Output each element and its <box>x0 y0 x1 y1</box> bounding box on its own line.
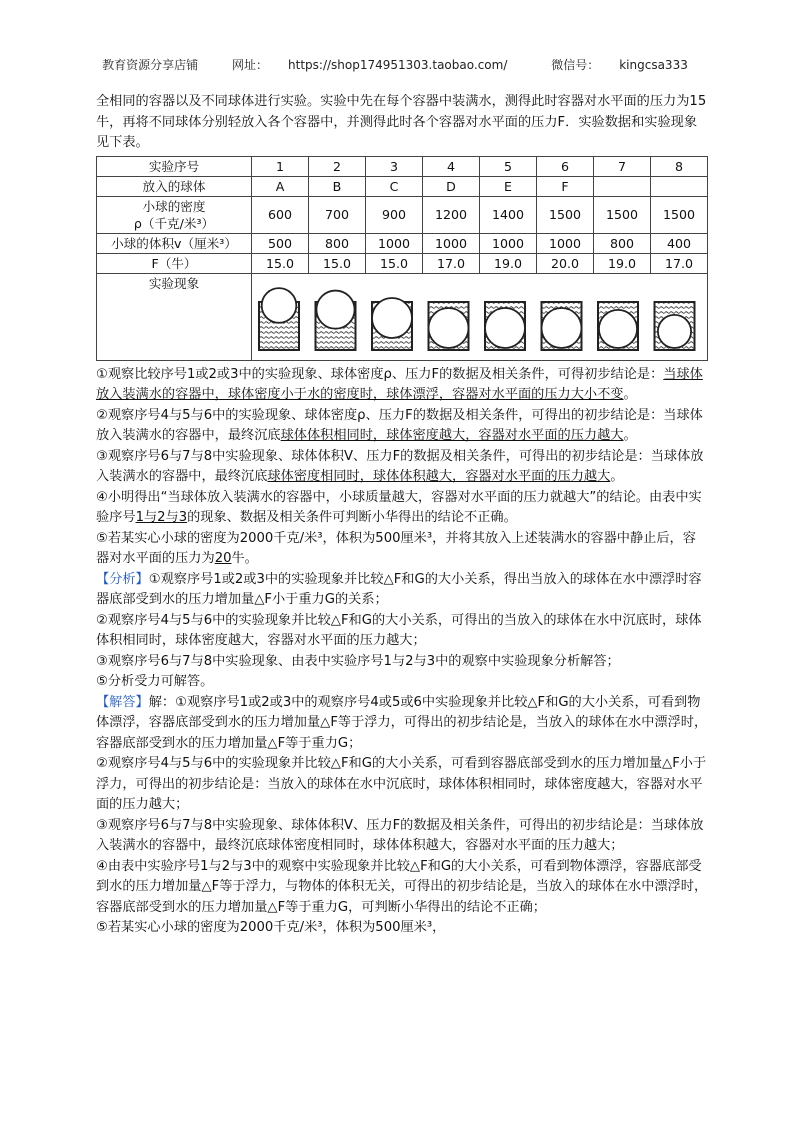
table-cell: 1500 <box>537 196 594 233</box>
table-cell: 600 <box>252 196 309 233</box>
table-cell: D <box>423 176 480 196</box>
ball-7 <box>598 309 636 347</box>
table-cell: 900 <box>366 196 423 233</box>
question-1: ①观察比较序号1或2或3中的实验现象、球体密度ρ、压力F的数据及相关条件，可得初步结论是：当球体放入装满水的容器中，球体密度小于水的密度时，球体漂浮，容器对水平面的压力大小不变。 <box>96 366 703 402</box>
beaker-8 <box>654 302 694 350</box>
analysis-line: ③观察序号6与7与8中实验现象、由表中实验序号1与2与3中的观察中实验现象分析解答； <box>96 653 620 669</box>
table-cell: C <box>366 176 423 196</box>
table-cell: 1500 <box>594 196 651 233</box>
page-header <box>0 56 800 73</box>
ball-1 <box>261 288 296 323</box>
phenomenon-head: 实验现象 <box>97 273 252 360</box>
table-row <box>97 233 708 253</box>
row-head: F（牛） <box>97 253 252 273</box>
table-cell <box>651 176 708 196</box>
table-cell: E <box>480 176 537 196</box>
ball-3 <box>372 298 412 338</box>
solution-line: ②观察序号4与5与6中的实验现象并比较△F和G的大小关系，可看到容器底部受到水的压力增加量△F小于浮力，可得出的初步结论是：当放入的球体在水中沉底时，球体体积相同时，球体密度越大，容器对水平面的压力越大； <box>96 756 707 812</box>
wechat-label: 微信号： <box>551 58 600 72</box>
experiment-table <box>96 156 708 361</box>
table-cell: 3 <box>366 156 423 176</box>
table-cell: 1500 <box>651 196 708 233</box>
answer-1: 当球体放入装满水的容器中，球体密度小于水的密度时，球体漂浮，容器对水平面的压力大小不变 <box>96 366 703 402</box>
analysis-first: 【分析】①观察序号1或2或3中的实验现象并比较△F和G的大小关系，得出当放入的球体在水中漂浮时容器底部受到水的压力增加量△F小于重力G的关系； <box>96 571 702 607</box>
ball-2 <box>316 290 354 328</box>
question-2: ②观察序号4与5与6中的实验现象、球体密度ρ、压力F的数据及相关条件，可得出的初步结论是：当球体放入装满水的容器中，最终沉底球体体积相同时，球体密度越大，容器对水平面的压力越大。 <box>96 407 703 443</box>
table-cell: 19.0 <box>594 253 651 273</box>
phenomenon-figure <box>252 273 708 360</box>
table-cell: 20.0 <box>537 253 594 273</box>
table-cell: 400 <box>651 233 708 253</box>
table-cell: A <box>252 176 309 196</box>
table-cell: 1000 <box>366 233 423 253</box>
solution-first: 【解答】解：①观察序号1或2或3中的观察序号4或5或6中实验现象并比较△F和G的大小关系，可看到物体漂浮，容器底部受到水的压力增加量△F等于浮力，可得出的初步结论是，当放入的球体在水中漂浮时，容器底部受到水的压力增加量△F等于重力G； <box>96 694 708 751</box>
solution-line: ④由表中实验序号1与2与3中的观察中实验现象并比较△F和G的大小关系，可看到物体漂浮，容器底部受到水的压力增加量△F等于浮力，与物体的体积无关，可得出的初步结论是，当放入的球体在水中漂浮时，容器底部受到水的压力增加量△F等于重力G，可判断小华得出的结论不正确； <box>96 858 708 915</box>
table-cell: 15.0 <box>309 253 366 273</box>
table-cell: 2 <box>309 156 366 176</box>
table-cell: 15.0 <box>252 253 309 273</box>
question-3: ③观察序号6与7与8中实验现象、球体体积V、压力F的数据及相关条件，可得出的初步结论是：当球体放入装满水的容器中，最终沉底球体密度相同时，球体体积越大，容器对水平面的压力越大。 <box>96 448 704 484</box>
table-cell: B <box>309 176 366 196</box>
table-cell: 800 <box>309 233 366 253</box>
table-cell: 4 <box>423 156 480 176</box>
table-cell: 1000 <box>423 233 480 253</box>
row-head: 放入的球体 <box>97 176 252 196</box>
table-cell: 15.0 <box>366 253 423 273</box>
ball-5 <box>485 308 525 348</box>
beakers-figure <box>255 280 705 354</box>
intro-paragraph: 全相同的容器以及不同球体进行实验。实验中先在每个容器中装满水，测得此时容器对水平面的压力为15牛，再将不同球体分别轻放入各个容器中，并测得此时各个容器对水平面的压力F．实验数据和实验现象见下表。 <box>96 94 707 150</box>
table-row <box>97 156 708 176</box>
analysis-line: ②观察序号4与5与6中的实验现象并比较△F和G的大小关系，可得出的当放入的球体在水中沉底时，球体体积相同时，球体密度越大，容器对水平面的压力越大； <box>96 612 702 648</box>
answer-5: 20 <box>214 551 232 566</box>
beaker-4 <box>428 302 468 350</box>
table-cell: 700 <box>309 196 366 233</box>
table-cell: F <box>537 176 594 196</box>
question-4: ④小明得出“当球体放入装满水的容器中，小球质量越大，容器对水平面的压力就越大”的结论。由表中实验序号1与2与3的现象、数据及相关条件可判断小华得出的结论不正确。 <box>96 489 702 525</box>
row-head: 实验序号 <box>97 156 252 176</box>
beaker-1 <box>259 288 299 350</box>
table-cell: 1000 <box>537 233 594 253</box>
table-cell: 8 <box>651 156 708 176</box>
table-row <box>97 196 708 233</box>
shop-name: 教育资源分享店铺 <box>102 58 199 72</box>
analysis-label: 【分析】 <box>96 571 149 587</box>
answer-4: 1与2与3 <box>135 510 188 525</box>
table-cell: 1 <box>252 156 309 176</box>
table-cell: 17.0 <box>651 253 708 273</box>
beaker-7 <box>598 302 638 350</box>
table-cell: 800 <box>594 233 651 253</box>
beaker-2 <box>315 290 355 349</box>
analysis-line: ⑤分析受力可解答。 <box>96 674 214 689</box>
table-cell: 5 <box>480 156 537 176</box>
answer-3: 球体密度相同时，球体体积越大，容器对水平面的压力越大 <box>267 469 611 484</box>
table-cell: 7 <box>594 156 651 176</box>
question-5: ⑤若某实心小球的密度为2000千克/米³，体积为500厘米³，并将其放入上述装满水的容器中静止后，容器对水平面的压力为20牛。 <box>96 530 696 566</box>
document-body <box>96 92 708 939</box>
table-row <box>97 253 708 273</box>
table-cell: 19.0 <box>480 253 537 273</box>
solution-line: ⑤若某实心小球的密度为2000千克/米³，体积为500厘米³， <box>96 920 446 935</box>
ball-8 <box>657 314 690 347</box>
beaker-6 <box>541 302 581 350</box>
table-cell: 6 <box>537 156 594 176</box>
table-cell: 1400 <box>480 196 537 233</box>
beaker-3 <box>372 298 412 350</box>
table-cell: 1000 <box>480 233 537 253</box>
answer-2: 球体体积相同时，球体密度越大，容器对水平面的压力越大 <box>280 428 624 443</box>
table-cell: 1200 <box>423 196 480 233</box>
table-row <box>97 176 708 196</box>
row-head: 小球的密度 ρ（千克/米³） <box>97 196 252 233</box>
beaker-5 <box>485 302 525 350</box>
phenomenon-row <box>97 273 708 360</box>
row-head: 小球的体积v（厘米³） <box>97 233 252 253</box>
table-cell: 500 <box>252 233 309 253</box>
solution-line: ③观察序号6与7与8中实验现象、球体体积V、压力F的数据及相关条件，可得出的初步结论是：当球体放入装满水的容器中，最终沉底球体密度相同时，球体体积越大，容器对水平面的压力越大； <box>96 817 704 853</box>
site-url[interactable]: https://shop174951303.taobao.com/ <box>288 58 508 72</box>
table-cell <box>594 176 651 196</box>
site-label: 网址： <box>232 58 269 72</box>
table-cell: 17.0 <box>423 253 480 273</box>
ball-4 <box>428 308 468 348</box>
wechat-id: kingcsa333 <box>619 58 688 72</box>
ball-6 <box>541 308 581 348</box>
solution-label: 【解答】 <box>96 694 149 710</box>
